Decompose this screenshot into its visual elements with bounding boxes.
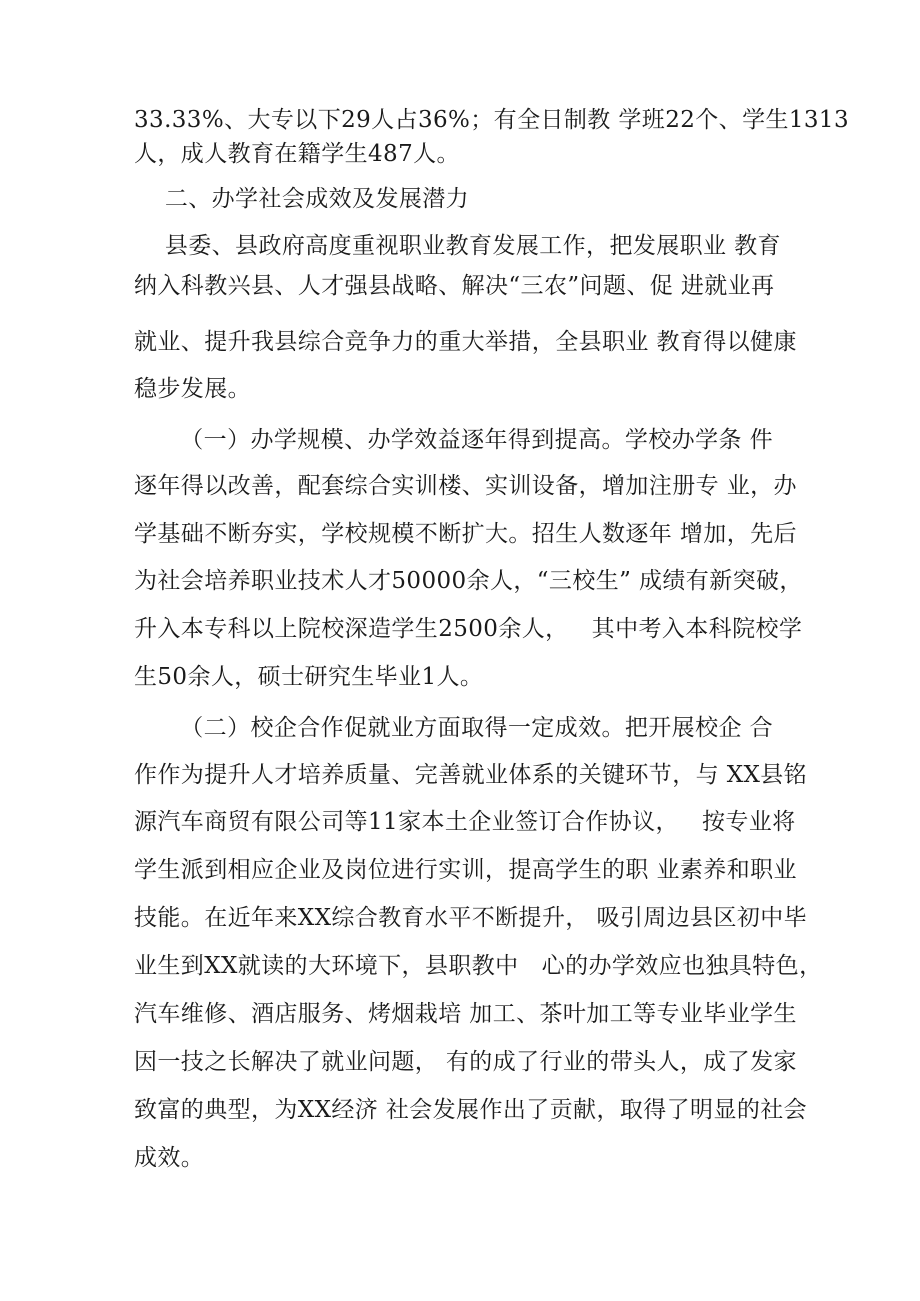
text-line: 人，成人教育在籍学生487人。	[134, 141, 460, 167]
text-line: 致富的典型，为XX经济 社会发展作出了贡献，取得了明显的社会	[134, 1097, 808, 1123]
text-line: 源汽车商贸有限公司等11家本土企业签订合作协议， 按专业将	[134, 809, 796, 835]
text-line: 升入本专科以上院校深造学生2500余人， 其中考入本科院校学	[134, 616, 803, 642]
text-line: 作作为提升人才培养质量、完善就业体系的关键环节，与 XX县铭	[134, 762, 808, 788]
text-line: 就业、提升我县综合竞争力的重大举措，全县职业 教育得以健康	[134, 329, 797, 355]
section-heading: 二、办学社会成效及发展潜力	[134, 186, 470, 212]
text-line: 业生到XX就读的大环境下，县职教中 心的办学效应也独具特色，	[134, 953, 823, 979]
text-line: 因一技之长解决了就业问题， 有的成了行业的带头人，成了发家	[134, 1049, 797, 1075]
text-line: 稳步发展。	[134, 376, 251, 402]
text-line: 纳入科教兴县、人才强县战略、解决“三农”问题、促 进就业再	[134, 273, 775, 299]
text-line: 技能。在近年来XX综合教育水平不断提升， 吸引周边县区初中毕	[134, 905, 808, 931]
text-line: 为社会培养职业技术人才50000余人，“三校生” 成绩有新突破，	[134, 568, 803, 594]
text-line: （一）办学规模、办学效益逐年得到提高。学校办学条 件	[134, 427, 773, 453]
text-line: 学生派到相应企业及岗位进行实训，提高学生的职 业素养和职业	[134, 857, 797, 883]
text-line: 汽车维修、酒店服务、烤烟栽培 加工、茶叶加工等专业毕业学生	[134, 1001, 797, 1027]
text-line: 生50余人，硕士研究生毕业1人。	[134, 664, 484, 690]
text-line: 学基础不断夯实，学校规模不断扩大。招生人数逐年 增加，先后	[134, 521, 797, 547]
text-line: 县委、县政府高度重视职业教育发展工作，把发展职业 教育	[134, 233, 781, 259]
text-line: 成效。	[134, 1145, 205, 1171]
text-line: （二）校企合作促就业方面取得一定成效。把开展校企 合	[134, 715, 773, 741]
text-line: 33.33%、大专以下29人占36%；有全日制教 学班22个、学生1313	[134, 107, 849, 133]
text-line: 逐年得以改善，配套综合实训楼、实训设备，增加注册专 业，办	[134, 473, 797, 499]
